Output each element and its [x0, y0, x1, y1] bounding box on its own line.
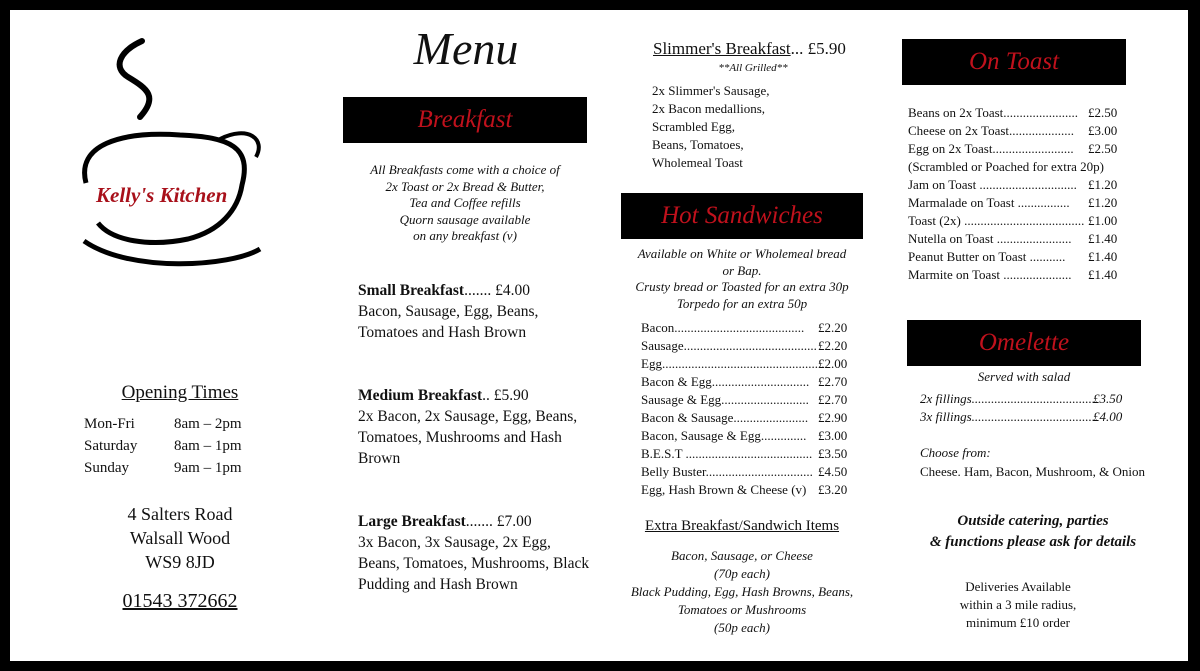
omelette-served: Served with salad: [977, 369, 1071, 384]
item-name: Medium Breakfast: [358, 387, 483, 404]
item-name: Large Breakfast: [358, 513, 466, 530]
list-item: Bacon & Sausage....................... £2.90: [641, 410, 848, 425]
item-price: £7.00: [496, 513, 532, 530]
list-item: Egg, Hash Brown & Cheese (v) £3.20: [641, 482, 848, 497]
extra-items-heading: Extra Breakfast/Sandwich Items: [644, 518, 840, 534]
address-line: WS9 8JD: [145, 552, 215, 572]
extra-items-list: Bacon, Sausage, or Cheese (70p each) Black Pudding, Egg, Hash Browns, Beans, Tomatoes or Mushrooms (50p each): [630, 548, 854, 635]
opening-times-heading: Opening Times: [121, 382, 239, 403]
on-toast-list: [908, 105, 1148, 287]
omelette-choose-list: Cheese. Ham, Bacon, Mushroom, & Onion: [920, 464, 1145, 479]
delivery-note: Deliveries Available within a 3 mile radius, minimum £10 order: [959, 579, 1077, 630]
breakfast-header: Breakfast: [343, 97, 587, 143]
list-item: Toast (2x) ..................................... £1.00: [908, 213, 1118, 228]
item-name: Small Breakfast: [358, 282, 465, 299]
address-line: Walsall Wood: [129, 528, 231, 548]
coffee-cup-icon: [70, 35, 290, 275]
list-item: Marmalade on Toast ................ £1.20: [908, 195, 1118, 210]
list-item: Sausage......................................... £2.20: [641, 338, 848, 353]
list-item: Nutella on Toast ....................... £1.40: [908, 231, 1118, 246]
opening-row: Saturday 8am – 1pm: [84, 438, 242, 454]
opening-row: Mon-Fri 8am – 2pm: [84, 416, 242, 432]
kellys-kitchen-logo: [70, 35, 290, 275]
list-item: (Scrambled or Poached for extra 20p): [908, 159, 1105, 174]
logo-text: Kelly's Kitchen: [96, 183, 228, 207]
slimmers-note: **All Grilled**: [718, 62, 788, 74]
list-item: Cheese on 2x Toast.................... £3.00: [908, 123, 1118, 138]
opening-row: Sunday 9am – 1pm: [84, 460, 242, 476]
list-item: Bacon & Egg.............................. £2.70: [641, 374, 848, 389]
hot-sandwiches-header: Hot Sandwiches: [621, 193, 863, 239]
hot-sandwiches-note: Available on White or Wholemeal bread or Bap. Crusty bread or Toasted for an extra 30p Torpedo for an extra 50p: [635, 246, 849, 311]
on-toast-header: On Toast: [902, 39, 1126, 85]
list-item: Egg.................................................. £2.00: [641, 356, 848, 371]
menu-title: Menu: [413, 23, 519, 74]
list-item: Belly Buster................................. £4.50: [641, 464, 848, 479]
breakfast-note: All Breakfasts come with a choice of 2x Toast or 2x Bread & Butter, Tea and Coffee refills Quorn sausage available on any breakfast (v): [370, 162, 560, 243]
list-item: Jam on Toast .............................. £1.20: [908, 177, 1118, 192]
address-line: 4 Salters Road: [127, 504, 233, 524]
list-item: 2x fillings....................................... £3.50: [920, 391, 1123, 406]
list-item: Sausage & Egg........................... £2.70: [641, 392, 848, 407]
phone-number[interactable]: 01543 372662: [122, 590, 238, 612]
list-item: Beans on 2x Toast....................... £2.50: [908, 105, 1118, 120]
item-price: £5.90: [807, 39, 846, 58]
opening-times-table: [84, 413, 284, 479]
item-price: £4.00: [495, 282, 530, 299]
address: [80, 502, 280, 574]
omelette-list: [920, 391, 1160, 431]
list-item: 3x fillings....................................... £4.00: [920, 409, 1123, 424]
catering-note: Outside catering, parties & functions please ask for details: [929, 513, 1137, 550]
list-item: Marmite on Toast ..................... £1.40: [908, 267, 1118, 282]
list-item: Bacon, Sausage & Egg.............. £3.00: [641, 428, 848, 443]
menu-page: [10, 10, 1188, 661]
hot-sandwiches-list: [641, 320, 856, 502]
list-item: Peanut Butter on Toast ........... £1.40: [908, 249, 1118, 264]
list-item: Bacon........................................ £2.20: [641, 320, 848, 335]
list-item: Egg on 2x Toast......................... £2.50: [908, 141, 1118, 156]
medium-breakfast-item: Medium Breakfast.. £5.90 2x Bacon, 2x Sausage, Egg, Beans, Tomatoes, Mushrooms and Hash Brown: [358, 387, 578, 467]
small-breakfast-item: Small Breakfast....... £4.00 Bacon, Sausage, Egg, Beans, Tomatoes and Hash Brown: [358, 282, 539, 341]
large-breakfast-item: Large Breakfast....... £7.00 3x Bacon, 3x Sausage, 2x Egg, Beans, Tomatoes, Mushrooms, Black Pudding and Hash Brown: [358, 513, 590, 593]
slimmers-desc: 2x Slimmer's Sausage, 2x Bacon medallions, Scrambled Egg, Beans, Tomatoes, Wholemeal Toast: [652, 83, 770, 170]
item-price: £5.90: [493, 387, 529, 404]
list-item: B.E.S.T ....................................... £3.50: [641, 446, 848, 461]
omelette-choose-label: Choose from:: [920, 445, 991, 460]
omelette-header: Omelette: [907, 320, 1141, 366]
slimmers-breakfast-title: Slimmer's Breakfast... £5.90: [653, 39, 846, 58]
